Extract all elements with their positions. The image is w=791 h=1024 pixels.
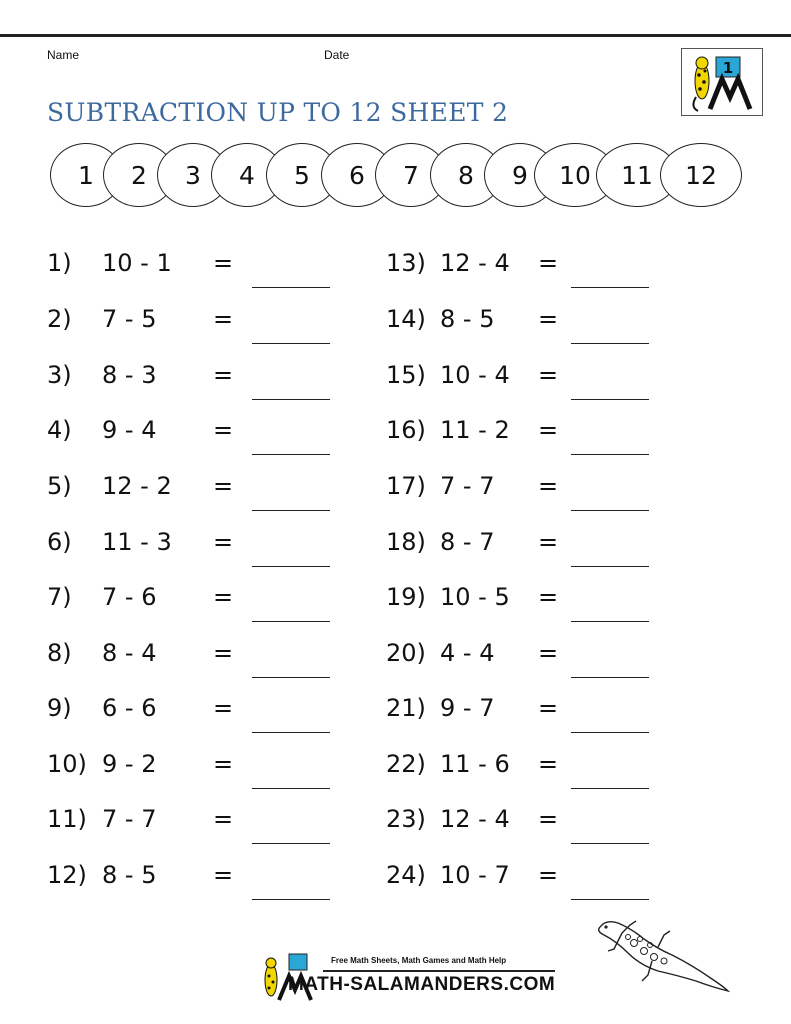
question-expression: 9 - 4 <box>102 416 157 444</box>
question-expression: 11 - 3 <box>102 528 172 556</box>
question-expression: 8 - 5 <box>440 305 495 333</box>
equals-sign: = <box>538 361 559 389</box>
question-number: 6) <box>47 528 72 556</box>
question-number: 2) <box>47 305 72 333</box>
question-row <box>386 299 686 339</box>
equals-sign: = <box>213 694 234 722</box>
question-number: 9) <box>47 694 72 722</box>
question-number: 16) <box>386 416 426 444</box>
equals-sign: = <box>213 639 234 667</box>
answer-line[interactable] <box>252 899 330 900</box>
question-expression: 11 - 6 <box>440 750 510 778</box>
question-number: 19) <box>386 583 426 611</box>
answer-line[interactable] <box>571 454 649 455</box>
footer-logo <box>255 950 565 1006</box>
equals-sign: = <box>538 472 559 500</box>
equals-sign: = <box>213 361 234 389</box>
question-expression: 12 - 2 <box>102 472 172 500</box>
equals-sign: = <box>538 805 559 833</box>
question-number: 14) <box>386 305 426 333</box>
equals-sign: = <box>538 528 559 556</box>
question-expression: 10 - 1 <box>102 249 172 277</box>
question-number: 1) <box>47 249 72 277</box>
equals-sign: = <box>213 528 234 556</box>
answer-line[interactable] <box>252 566 330 567</box>
question-row <box>386 855 686 895</box>
top-rule <box>0 34 791 37</box>
question-row <box>47 577 347 617</box>
number-oval: 2 <box>103 143 175 207</box>
question-expression: 8 - 3 <box>102 361 157 389</box>
question-number: 18) <box>386 528 426 556</box>
answer-line[interactable] <box>571 343 649 344</box>
equals-sign: = <box>213 861 234 889</box>
answer-line[interactable] <box>571 677 649 678</box>
question-number: 8) <box>47 639 72 667</box>
question-row <box>47 243 347 283</box>
answer-line[interactable] <box>571 566 649 567</box>
answer-line[interactable] <box>571 732 649 733</box>
answer-line[interactable] <box>252 287 330 288</box>
answer-line[interactable] <box>252 732 330 733</box>
question-number: 22) <box>386 750 426 778</box>
question-number: 17) <box>386 472 426 500</box>
number-oval: 1 <box>50 143 122 207</box>
question-expression: 9 - 7 <box>440 694 495 722</box>
number-oval: 7 <box>375 143 447 207</box>
question-number: 3) <box>47 361 72 389</box>
question-number: 4) <box>47 416 72 444</box>
question-row <box>386 633 686 673</box>
question-number: 24) <box>386 861 426 889</box>
question-expression: 7 - 7 <box>102 805 157 833</box>
question-row <box>386 355 686 395</box>
answer-line[interactable] <box>252 454 330 455</box>
footer-rule <box>323 970 555 972</box>
answer-line[interactable] <box>252 399 330 400</box>
question-expression: 8 - 5 <box>102 861 157 889</box>
number-oval: 8 <box>430 143 502 207</box>
equals-sign: = <box>213 249 234 277</box>
question-expression: 8 - 4 <box>102 639 157 667</box>
equals-sign: = <box>213 416 234 444</box>
question-row <box>386 688 686 728</box>
question-row <box>386 522 686 562</box>
answer-line[interactable] <box>571 399 649 400</box>
name-label: Name <box>47 48 80 62</box>
question-number: 23) <box>386 805 426 833</box>
answer-line[interactable] <box>571 287 649 288</box>
answer-line[interactable] <box>571 899 649 900</box>
question-expression: 4 - 4 <box>440 639 495 667</box>
question-row <box>386 410 686 450</box>
question-row <box>47 299 347 339</box>
number-line <box>50 143 750 209</box>
answer-line[interactable] <box>571 843 649 844</box>
question-row <box>386 466 686 506</box>
salamander-logo-icon <box>682 49 762 115</box>
question-number: 5) <box>47 472 72 500</box>
question-row <box>47 466 347 506</box>
answer-line[interactable] <box>252 677 330 678</box>
question-number: 12) <box>47 861 87 889</box>
number-oval: 5 <box>266 143 338 207</box>
question-expression: 10 - 5 <box>440 583 510 611</box>
number-oval: 9 <box>484 143 556 207</box>
equals-sign: = <box>538 249 559 277</box>
answer-line[interactable] <box>252 621 330 622</box>
question-number: 15) <box>386 361 426 389</box>
question-expression: 6 - 6 <box>102 694 157 722</box>
question-row <box>47 744 347 784</box>
answer-line[interactable] <box>571 621 649 622</box>
equals-sign: = <box>213 583 234 611</box>
question-row <box>47 633 347 673</box>
equals-sign: = <box>213 750 234 778</box>
question-row <box>47 410 347 450</box>
equals-sign: = <box>538 861 559 889</box>
equals-sign: = <box>213 305 234 333</box>
date-label: Date <box>324 48 350 62</box>
equals-sign: = <box>538 583 559 611</box>
equals-sign: = <box>213 472 234 500</box>
question-number: 11) <box>47 805 87 833</box>
question-expression: 7 - 6 <box>102 583 157 611</box>
question-row <box>386 577 686 617</box>
answer-line[interactable] <box>252 788 330 789</box>
answer-line[interactable] <box>571 788 649 789</box>
question-number: 21) <box>386 694 426 722</box>
question-row <box>47 855 347 895</box>
question-row <box>386 799 686 839</box>
equals-sign: = <box>538 750 559 778</box>
question-expression: 7 - 7 <box>440 472 495 500</box>
answer-line[interactable] <box>571 510 649 511</box>
question-number: 13) <box>386 249 426 277</box>
number-oval: 4 <box>211 143 283 207</box>
answer-line[interactable] <box>252 343 330 344</box>
footer-tagline: Free Math Sheets, Math Games and Math Help <box>331 956 507 965</box>
question-expression: 7 - 5 <box>102 305 157 333</box>
question-number: 20) <box>386 639 426 667</box>
equals-sign: = <box>213 805 234 833</box>
worksheet-title: SUBTRACTION UP TO 12 SHEET 2 <box>47 98 509 127</box>
question-expression: 11 - 2 <box>440 416 510 444</box>
question-expression: 10 - 7 <box>440 861 510 889</box>
site-logo <box>681 48 763 116</box>
answer-line[interactable] <box>252 843 330 844</box>
question-number: 7) <box>47 583 72 611</box>
question-row <box>386 744 686 784</box>
number-oval: 3 <box>157 143 229 207</box>
equals-sign: = <box>538 305 559 333</box>
question-row <box>47 522 347 562</box>
question-row <box>47 355 347 395</box>
number-oval: 11 <box>596 143 678 207</box>
footer-brand[interactable]: MATH-SALAMANDERS.COM <box>288 974 556 995</box>
number-oval: 10 <box>534 143 616 207</box>
equals-sign: = <box>538 416 559 444</box>
equals-sign: = <box>538 639 559 667</box>
question-expression: 12 - 4 <box>440 249 510 277</box>
equals-sign: = <box>538 694 559 722</box>
number-oval: 12 <box>660 143 742 207</box>
question-expression: 10 - 4 <box>440 361 510 389</box>
question-expression: 12 - 4 <box>440 805 510 833</box>
number-oval: 6 <box>321 143 393 207</box>
question-number: 10) <box>47 750 87 778</box>
logo-badge-number: 1 <box>722 59 734 77</box>
salamander-illustration-icon <box>592 915 732 995</box>
question-row <box>47 688 347 728</box>
question-expression: 9 - 2 <box>102 750 157 778</box>
question-row <box>47 799 347 839</box>
question-row <box>386 243 686 283</box>
answer-line[interactable] <box>252 510 330 511</box>
question-expression: 8 - 7 <box>440 528 495 556</box>
